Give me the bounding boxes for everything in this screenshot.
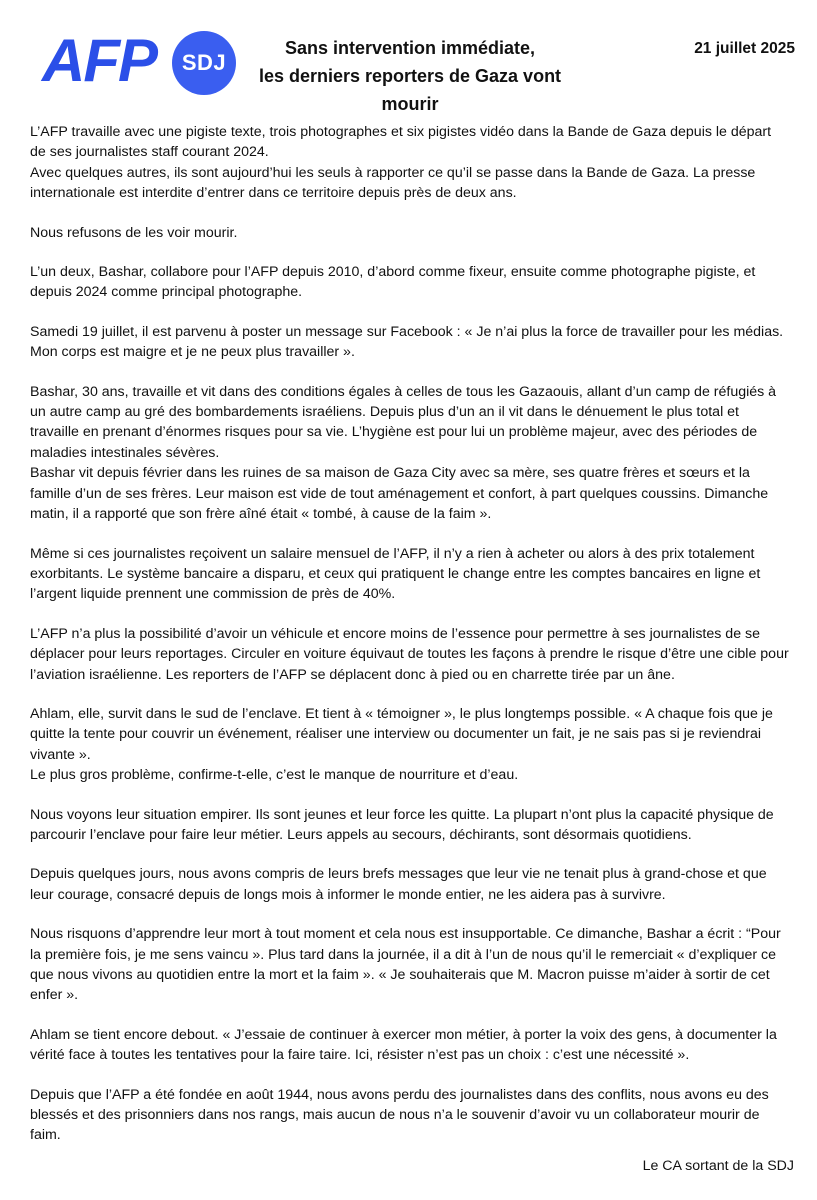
- paragraph-line: Bashar vit depuis février dans les ruines de sa maison de Gaza City avec sa mère, ses quatre frères et sœurs et la famille d’un de ses frères. Leur maison est vide de tout aménagement et confort, à part quelques coussins. Dimanche matin, il a rapporté que son frère aîné était « tombé, à cause de la faim ».: [30, 465, 769, 523]
- paragraph-line: Ahlam, elle, survit dans le sud de l’enclave. Et tient à « témoigner », le plus longtemps possible. « A chaque fois que je quitte la tente pour couvrir un événement, réaliser une interview ou documenter un fait, je ne sais pas si je reviendrai vivante ».: [30, 705, 773, 763]
- paragraph: [30, 1025, 790, 1066]
- letterhead: [0, 0, 817, 114]
- paragraph: [30, 223, 790, 243]
- paragraph-line: L’AFP n’a plus la possibilité d’avoir un véhicule et encore moins de l’essence pour permettre à ses journalistes de se déplacer pour leurs reportages. Circuler en voiture équivaut de toutes les façons à prendre le risque d’être une cible pour l’aviation israélienne. Les reporters de l’AFP se déplacent donc à pied ou en charrette tirée par un âne.: [30, 625, 789, 683]
- paragraph: [30, 122, 790, 204]
- afp-sdj-logo: [42, 27, 242, 94]
- paragraph-line: Depuis que l’AFP a été fondée en août 1944, nous avons perdu des journalistes dans des conflits, nous avons eu des blessés et des prisonniers dans nos rangs, mais aucun de nous n’a le souvenir d’avoir vu un collaborateur mourir de faim.: [30, 1086, 769, 1144]
- paragraph-line: L’AFP travaille avec une pigiste texte, trois photographes et six pigistes vidéo dans la Bande de Gaza depuis le départ de ses journalistes staff courant 2024.: [30, 124, 772, 161]
- afp-logo-text: AFP: [42, 27, 156, 94]
- paragraph-line: Nous voyons leur situation empirer. Ils sont jeunes et leur force les quitte. La plupart n’ont plus la capacité physique de parcourir l’enclave pour faire leur métier. Leurs appels au secours, déchirants, sont désormais quotidiens.: [30, 806, 774, 843]
- paragraph: [30, 262, 790, 303]
- paragraph: [30, 864, 790, 905]
- paragraph: [30, 704, 790, 786]
- paragraph-line: L’un deux, Bashar, collabore pour l’AFP depuis 2010, d’abord comme fixeur, ensuite comme photographe pigiste, et depuis 2024 comme principal photographe.: [30, 264, 756, 301]
- document-title: [230, 34, 590, 118]
- signature: Le CA sortant de la SDJ: [642, 1158, 794, 1174]
- paragraph-line: Depuis quelques jours, nous avons compris de leurs brefs messages que leur vie ne tenait plus à grand-chose et que leur courage, consacré depuis de longs mois à informer le monde entier, ne les aidera pas à survivre.: [30, 866, 767, 903]
- paragraph-line: Nous refusons de les voir mourir.: [30, 224, 238, 241]
- paragraph: [30, 805, 790, 846]
- paragraph-line: Même si ces journalistes reçoivent un salaire mensuel de l’AFP, il n’y a rien à acheter ou alors à des prix totalement exorbitants. Le système bancaire a disparu, et ceux qui pratiquent le change entre les comptes bancaires en ligne et l’argent liquide prennent une commission de près de 40%.: [30, 545, 761, 603]
- paragraph-line: Le plus gros problème, confirme-t-elle, c’est le manque de nourriture et d’eau.: [30, 767, 519, 784]
- paragraph: [30, 624, 790, 685]
- paragraph: [30, 382, 790, 525]
- paragraph: [30, 544, 790, 605]
- title-line-2: les derniers reporters de Gaza vont mourir: [258, 66, 562, 114]
- document-body: [30, 122, 790, 1165]
- paragraph-line: Bashar, 30 ans, travaille et vit dans des conditions égales à celles de tous les Gazaouis, allant d’un camp de réfugiés à un autre camp au gré des bombardements israéliens. Depuis plus d’un an il vit dans le dénuement le plus total et travaille en prenant d’énormes risques pour sa vie. L’hygiène est pour lui un problème majeur, avec des périodes de maladies intestinales sévères.: [30, 383, 777, 461]
- paragraph-line: Nous risquons d’apprendre leur mort à tout moment et cela nous est insupportable. Ce dimanche, Bashar a écrit : “Pour la première fois, je me sens vaincu ». Plus tard dans la journée, il a dit à l’un de nous qu’il le remerciait « d’expliquer ce que nous vivons au quotidien entre la mort et la faim ». « Je souhaiterais que M. Macron puisse m’aider à sortir de cet enfer ».: [30, 926, 781, 1004]
- paragraph: [30, 322, 790, 363]
- paragraph-line: Ahlam se tient encore debout. « J’essaie de continuer à exercer mon métier, à porter la voix des gens, à documenter la vérité face à toutes les tentatives pour la faire taire. Ici, résister n’est pas un choix : c’est une nécessité ».: [30, 1026, 777, 1064]
- paragraph: [30, 924, 790, 1006]
- sdj-badge: SDJ: [172, 31, 236, 95]
- paragraph: [30, 1085, 790, 1146]
- title-line-1: Sans intervention immédiate,: [284, 38, 536, 58]
- document-date: 21 juillet 2025: [694, 40, 795, 57]
- paragraph-line: Samedi 19 juillet, il est parvenu à poster un message sur Facebook : « Je n’ai plus la force de travailler pour les médias. Mon corps est maigre et je ne peux plus travailler ».: [30, 323, 784, 361]
- paragraph-line: Avec quelques autres, ils sont aujourd’hui les seuls à rapporter ce qu’il se passe dans la Bande de Gaza. La presse internationale est interdite d’entrer dans ce territoire depuis près de deux ans.: [30, 164, 756, 202]
